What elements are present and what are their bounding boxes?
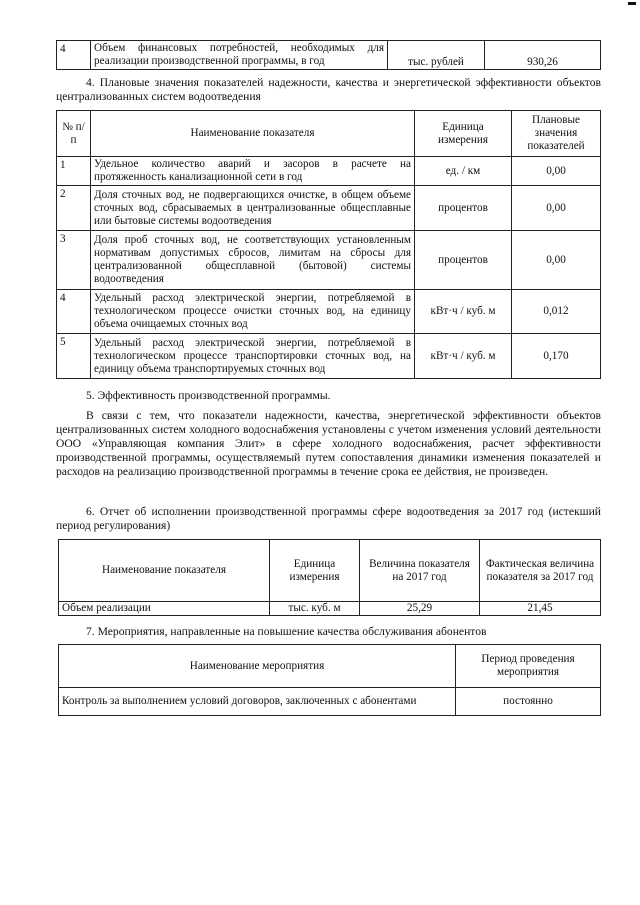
- indicator-name: Удельный расход электрической энергии, потребляемой в технологическом процессе очистки сточных вод, на единицу объема очищаемых сточных вод: [91, 290, 415, 334]
- col-header-planned: Величина показателя на 2017 год: [360, 540, 480, 602]
- planned-value: 25,29: [360, 602, 480, 616]
- indicator-name: Объем реализации: [59, 602, 270, 616]
- table-row: [57, 290, 601, 334]
- row-number: 3: [57, 231, 91, 290]
- section-4-heading: 4. Плановые значения показателей надежности, качества и энергетической эффективности объектов централизованных систем водоотведения: [56, 76, 601, 103]
- table-header-row: [59, 645, 601, 688]
- value: 930,26: [485, 41, 601, 70]
- unit: процентов: [415, 186, 512, 231]
- col-header-name: Наименование показателя: [59, 540, 270, 602]
- value: 0,00: [512, 231, 601, 290]
- col-header-unit: Единица измерения: [415, 111, 512, 157]
- col-header-period: Период проведения мероприятия: [456, 645, 601, 688]
- row-number: 4: [57, 290, 91, 334]
- table-row: [57, 334, 601, 379]
- unit: процентов: [415, 231, 512, 290]
- value: 0,012: [512, 290, 601, 334]
- col-header-value: Плановые значения показателей: [512, 111, 601, 157]
- value: 0,170: [512, 334, 601, 379]
- indicator-name: Объем финансовых потребностей, необходимых для реализации производственной программы, в год: [91, 41, 388, 70]
- indicator-name: Удельный расход электрической энергии, потребляемой в технологическом процессе транспортировки сточных вод, на единицу объема транспортируемых сточных вод: [91, 334, 415, 379]
- unit: тыс. рублей: [388, 41, 485, 70]
- row-number: 4: [57, 41, 91, 70]
- actual-value: 21,45: [480, 602, 601, 616]
- measures-table: [58, 644, 601, 716]
- col-header-name: Наименование показателя: [91, 111, 415, 157]
- indicator-name: Доля проб сточных вод, не соответствующих установленным нормативам допустимых сбросов, лимитам на сбросы для централизованной общесплавной (бытовой) системы водоотведения: [91, 231, 415, 290]
- corner-mark: [628, 2, 636, 5]
- indicator-name: Удельное количество аварий и засоров в расчете на протяженность канализационной сети в год: [91, 157, 415, 186]
- table-header-row: [57, 111, 601, 157]
- row-number: 2: [57, 186, 91, 231]
- measure-name: Контроль за выполнением условий договоров, заключенных с абонентами: [59, 688, 456, 716]
- table-row: [57, 41, 601, 70]
- col-header-unit: Единица измерения: [270, 540, 360, 602]
- section-5-text: В связи с тем, что показатели надежности, качества, энергетической эффективности объектов централизованных систем холодного водоснабжения установлены с учетом изменения условий деятельности ООО «Управляющая компания Элит» в сфере холодного водоснабжения, расчет эффективности производственной программы, осуществляемый путем сопоставления динамики изменения показателей и расходов на реализацию производственной программы в течение срока ее действия, не произведен.: [56, 409, 601, 478]
- col-header-name: Наименование мероприятия: [59, 645, 456, 688]
- table-row: [57, 157, 601, 186]
- program-report-table: [58, 539, 601, 616]
- row-number: 5: [57, 334, 91, 379]
- table-row: [59, 602, 601, 616]
- table-row: [59, 688, 601, 716]
- period: постоянно: [456, 688, 601, 716]
- unit: кВт·ч / куб. м: [415, 290, 512, 334]
- col-header-num: № п/п: [57, 111, 91, 157]
- unit: ед. / км: [415, 157, 512, 186]
- indicator-name: Доля сточных вод, не подвергающихся очистке, в общем объеме сточных вод, сбрасываемых в централизованные общесплавные или бытовые системы водоотведения: [91, 186, 415, 231]
- value: 0,00: [512, 157, 601, 186]
- value: 0,00: [512, 186, 601, 231]
- col-header-actual: Фактическая величина показателя за 2017 год: [480, 540, 601, 602]
- reliability-indicators-table: [56, 110, 601, 379]
- section-6-heading: 6. Отчет об исполнении производственной программы сфере водоотведения за 2017 год (истекший период регулирования): [56, 505, 601, 532]
- financial-needs-table: [56, 40, 601, 70]
- section-5-heading: 5. Эффективность производственной программы.: [86, 389, 331, 402]
- table-row: [57, 186, 601, 231]
- row-number: 1: [57, 157, 91, 186]
- table-row: [57, 231, 601, 290]
- section-7-heading: 7. Мероприятия, направленные на повышение качества обслуживания абонентов: [86, 625, 487, 638]
- unit: кВт·ч / куб. м: [415, 334, 512, 379]
- unit: тыс. куб. м: [270, 602, 360, 616]
- table-header-row: [59, 540, 601, 602]
